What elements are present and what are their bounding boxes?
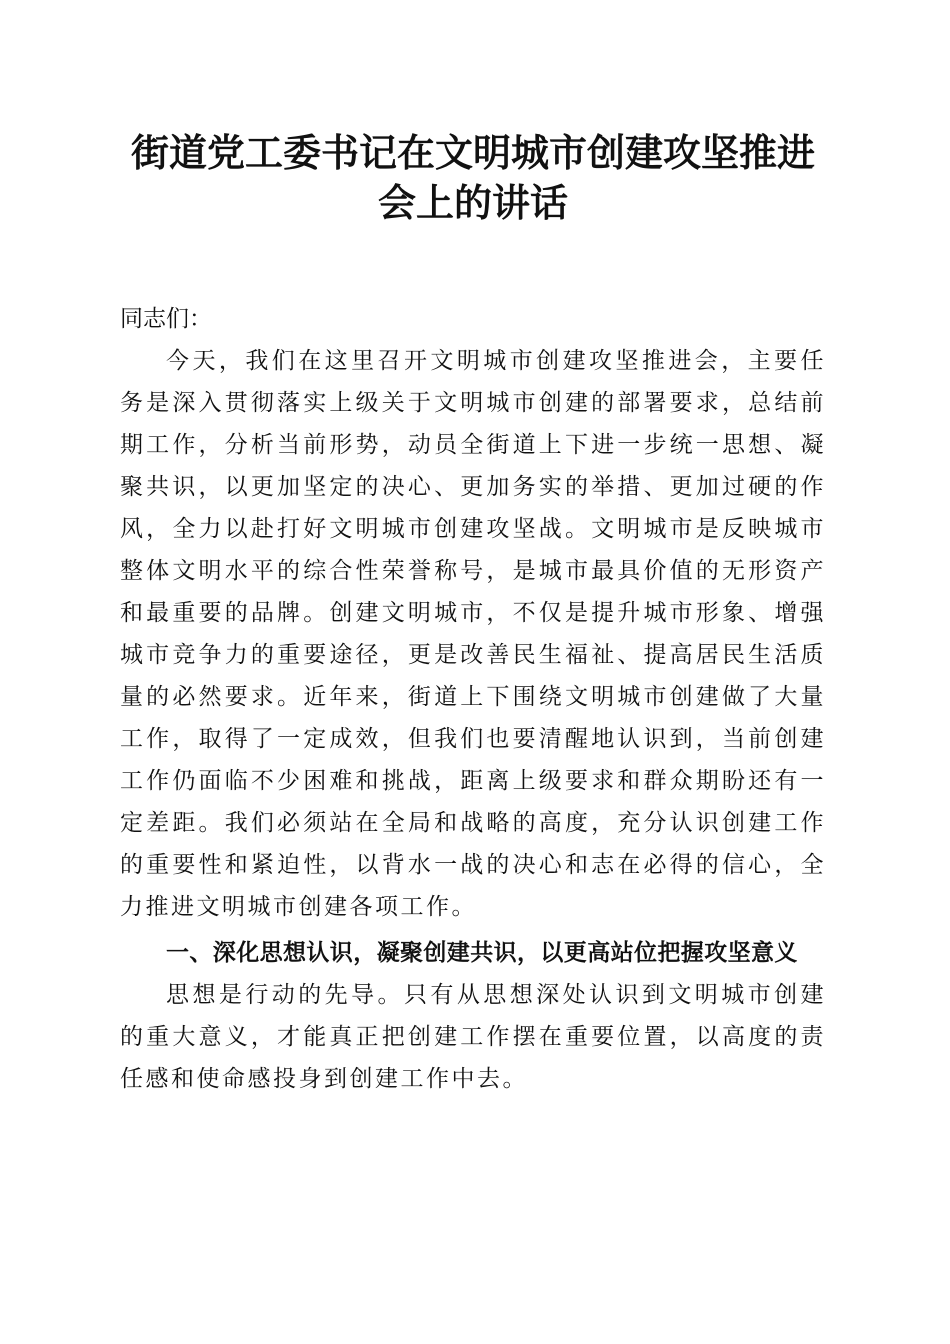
document-page [120,128,826,1100]
section-heading-1: 一、深化思想认识，凝聚创建共识，以更高站位把握攻坚意义 [166,940,798,966]
salutation: 同志们： [120,306,212,332]
intro-paragraph: 今天，我们在这里召开文明城市创建攻坚推进会，主要任务是深入贯彻落实上级关于文明城市创建的部署要求，总结前期工作，分析当前形势，动员全街道上下进一步统一思想、凝聚共识，以更加坚定的决心、更加务实的举措、更加过硬的作风，全力以赴打好文明城市创建攻坚战。文明城市是反映城市整体文明水平的综合性荣誉称号，是城市最具价值的无形资产和最重要的品牌。创建文明城市，不仅是提升城市形象、增强城市竞争力的重要途径，更是改善民生福祉、提高居民生活质量的必然要求。近年来，街道上下围绕文明城市创建做了大量工作，取得了一定成效，但我们也要清醒地认识到，当前创建工作仍面临不少困难和挑战，距离上级要求和群众期盼还有一定差距。我们必须站在全局和战略的高度，充分认识创建工作的重要性和紧迫性，以背水一战的决心和志在必得的信心，全力推进文明城市创建各项工作。 [120,348,826,920]
section-1-paragraph: 思想是行动的先导。只有从思想深处认识到文明城市创建的重大意义，才能真正把创建工作摆在重要位置，以高度的责任感和使命感投身到创建工作中去。 [120,982,826,1092]
document-title: 街道党工委书记在文明城市创建攻坚推进会上的讲话 [130,130,815,225]
